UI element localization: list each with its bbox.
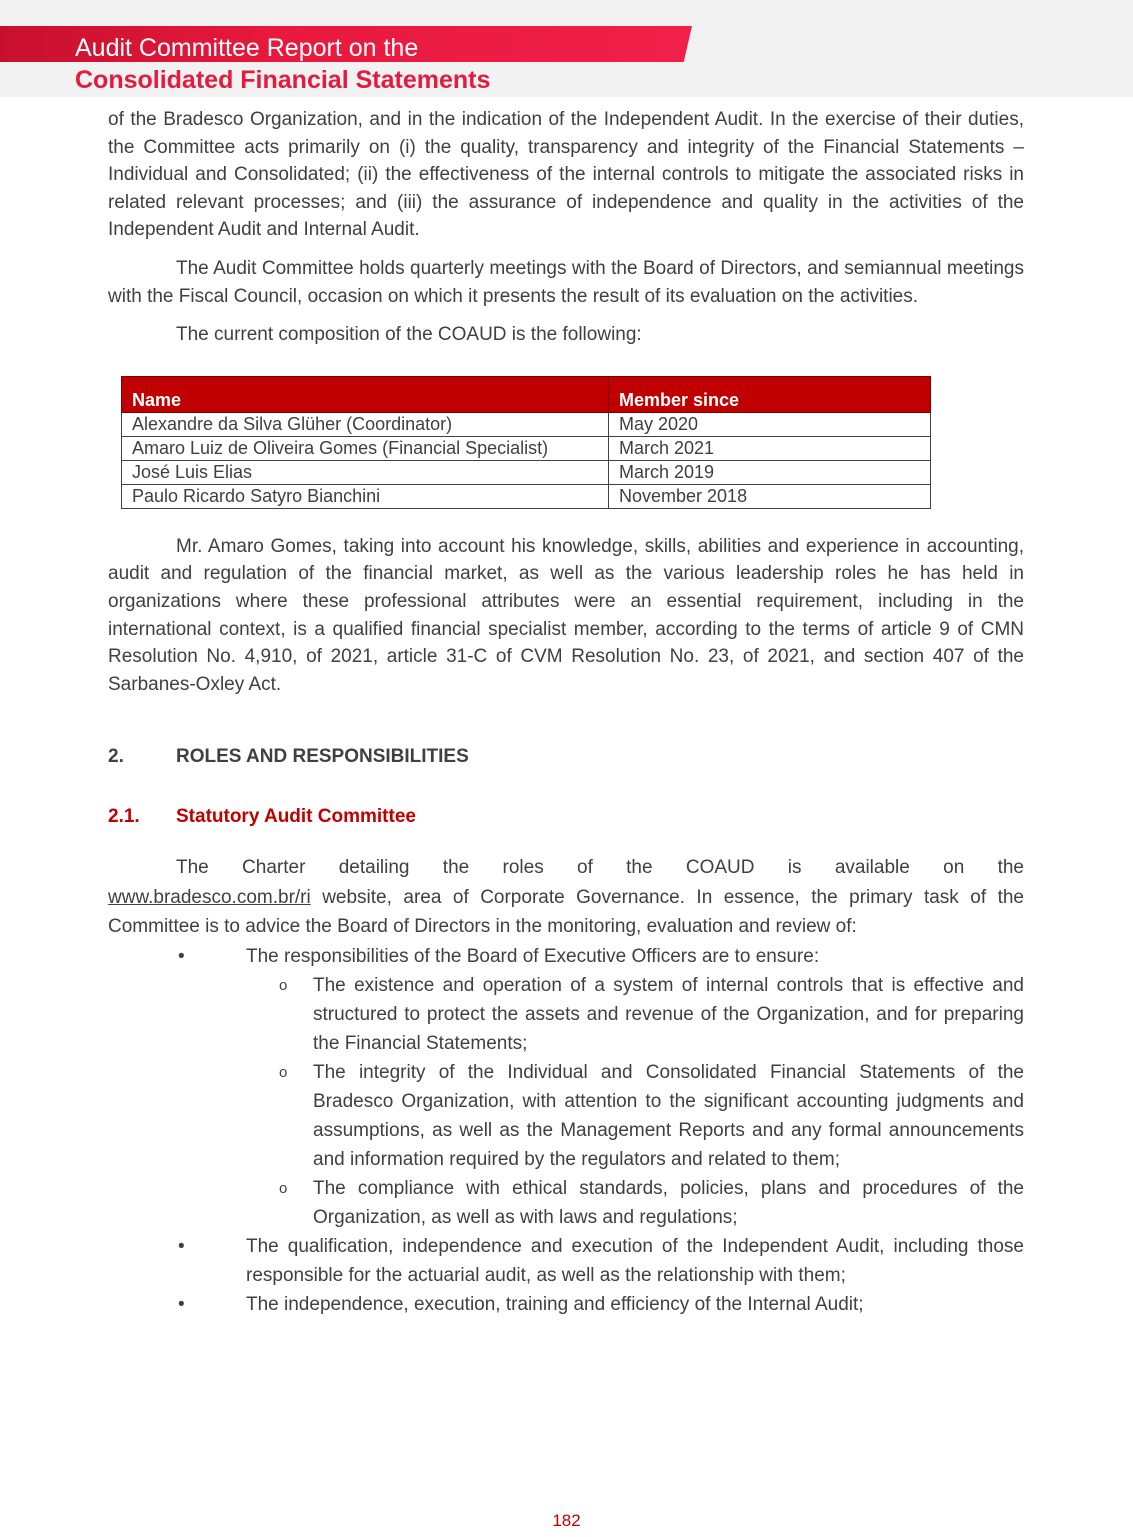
table-row xyxy=(122,460,931,484)
charter-intro-text: The Charter detailing the roles of the COAUD is available on the xyxy=(176,857,1024,879)
table-cell-name: José Luis Elias xyxy=(122,460,609,484)
table-cell-name: Amaro Luiz de Oliveira Gomes (Financial Specialist) xyxy=(122,436,609,460)
section-number: 2. xyxy=(108,746,124,768)
circle-bullet-icon: o xyxy=(279,1180,288,1198)
review-list xyxy=(108,942,1024,1319)
paragraph-meetings: The Audit Committee holds quarterly meetings with the Board of Directors, and semiannual meetings with the Fiscal Council, occasion on which it presents the result of its evaluation on the activities. xyxy=(108,257,1024,307)
sub-list-item xyxy=(246,1058,1024,1174)
list-item xyxy=(108,1290,1024,1319)
header-title-line1: Audit Committee Report on the xyxy=(75,34,419,62)
list-item-text: The qualification, independence and execution of the Independent Audit, including those responsible for the actuarial audit, as well as the relationship with them; xyxy=(246,1236,1024,1287)
sub-list-item xyxy=(246,971,1024,1058)
list-item xyxy=(108,1232,1024,1290)
list-item-text: The independence, execution, training and efficiency of the Internal Audit; xyxy=(246,1294,864,1316)
page-number: 182 xyxy=(552,1511,581,1530)
circle-bullet-icon: o xyxy=(279,977,288,995)
subsection-number: 2.1. xyxy=(108,806,140,828)
table-cell-member-since: May 2020 xyxy=(609,412,931,436)
bullet-icon: • xyxy=(178,1294,185,1316)
table-cell-member-since: November 2018 xyxy=(609,484,931,508)
coaud-composition-table xyxy=(121,376,931,509)
table-cell-member-since: March 2021 xyxy=(609,436,931,460)
charter-continuation-text: website, area of Corporate Governance. In essence, the primary task of the Committee is to advice the Board of Directors in the monitoring, evaluation and review of: xyxy=(108,886,1024,937)
bradesco-ri-link[interactable]: www.bradesco.com.br/ri xyxy=(108,886,311,908)
paragraph-charter xyxy=(108,853,1024,941)
bullet-icon: • xyxy=(178,1236,185,1258)
table-row xyxy=(122,484,931,508)
bullet-icon: • xyxy=(178,946,185,968)
sub-list-item-text: The existence and operation of a system of internal controls that is effective and structured to protect the assets and revenue of the Organization, and for preparing the Financial Statements; xyxy=(313,975,1024,1055)
table-cell-name: Alexandre da Silva Glüher (Coordinator) xyxy=(122,412,609,436)
header-title-line2: Consolidated Financial Statements xyxy=(75,66,491,94)
section-heading-roles xyxy=(108,744,1024,770)
document-body xyxy=(108,106,1024,1319)
table-header-row xyxy=(122,376,931,412)
paragraph-composition-intro: The current composition of the COAUD is the following: xyxy=(176,324,642,346)
sub-list-item-text: The compliance with ethical standards, policies, plans and procedures of the Organization, as well as with laws and regulations; xyxy=(313,1178,1024,1229)
circle-bullet-icon: o xyxy=(279,1064,288,1082)
sub-list-item xyxy=(246,1174,1024,1232)
paragraph-duties: of the Bradesco Organization, and in the indication of the Independent Audit. In the exercise of their duties, the Committee acts primarily on (i) the quality, transparency and integrity of the Financial Statements – Individual and Consolidated; (ii) the effectiveness of the internal controls to mitigate the associated risks in related relevant processes; and (iii) the assurance of independence and quality in the activities of the Independent Audit and Internal Audit. xyxy=(108,109,1024,241)
table-header-member-since: Member since xyxy=(609,376,931,412)
list-item-text: The responsibilities of the Board of Executive Officers are to ensure: xyxy=(246,946,820,968)
table-row xyxy=(122,436,931,460)
table-cell-member-since: March 2019 xyxy=(609,460,931,484)
subsection-heading-audit-committee xyxy=(108,804,1024,830)
executive-responsibilities-list xyxy=(246,971,1024,1232)
list-item xyxy=(108,942,1024,1232)
table-cell-name: Paulo Ricardo Satyro Bianchini xyxy=(122,484,609,508)
table-row xyxy=(122,412,931,436)
paragraph-financial-specialist: Mr. Amaro Gomes, taking into account his knowledge, skills, abilities and experience in accounting, audit and regulation of the financial market, as well as the various leadership roles he has held in organizations where these professional attributes were an essential requirement, including in the international context, is a qualified financial specialist member, according to the terms of article 9 of CMN Resolution No. 4,910, of 2021, article 31-C of CVM Resolution No. 23, of 2021, and section 407 of the Sarbanes-Oxley Act. xyxy=(108,535,1024,695)
table-header-name: Name xyxy=(122,376,609,412)
sub-list-item-text: The integrity of the Individual and Consolidated Financial Statements of the Bradesco Organization, with attention to the significant accounting judgments and assumptions, as well as the Management Reports and any formal announcements and information required by the regulators and related to them; xyxy=(313,1062,1024,1171)
subsection-title: Statutory Audit Committee xyxy=(176,806,416,828)
section-title: ROLES AND RESPONSIBILITIES xyxy=(176,746,469,768)
